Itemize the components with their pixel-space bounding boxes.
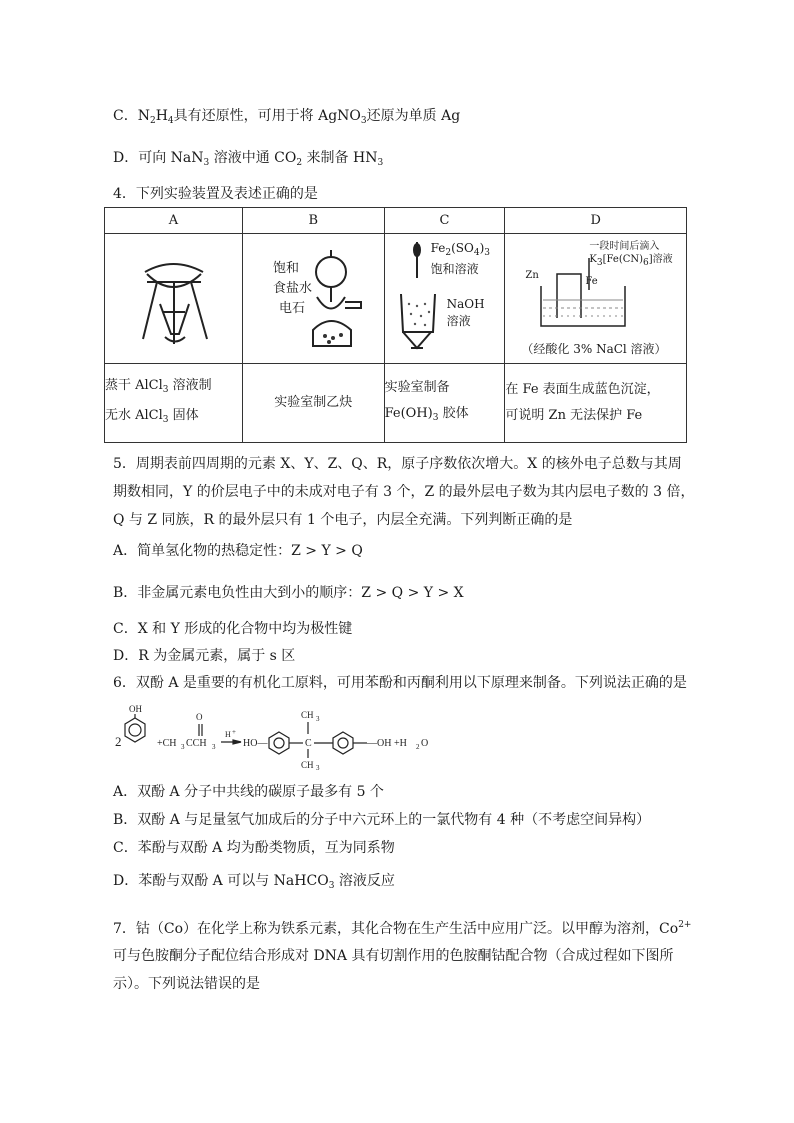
label-saturated-solution: 饱和溶液 xyxy=(430,262,479,276)
q4-header-a: A xyxy=(105,208,243,234)
eq-ch3-top: CH xyxy=(301,710,314,720)
q4-apparatus-d xyxy=(505,234,687,364)
eq-phenol-oh: OH xyxy=(129,704,142,714)
q4-desc-a: 蒸干 AlCl$_3$ 溶液制 无水 AlCl$_3$ 固体 xyxy=(105,364,243,443)
svg-text:3: 3 xyxy=(316,764,320,770)
eq-acetone-left: +CH xyxy=(157,738,177,749)
q4-desc-d: 在 Fe 表面生成蓝色沉淀， 可说明 Zn 无法保护 Fe xyxy=(505,364,687,443)
svg-text:+: + xyxy=(232,728,236,736)
q6-option-b: B．双酚 A 与足量氢气加成后的分子中六元环上的一氯代物有 4 种（不考虑空间异构） xyxy=(113,812,651,828)
eq-product-tail: —OH +H xyxy=(367,738,407,749)
q7-stem-3: 示）。下列说法错误的是 xyxy=(113,976,260,992)
q4-desc-b: 实验室制乙炔 xyxy=(242,364,384,443)
svg-text:3: 3 xyxy=(181,743,185,751)
label-brine-2: 食盐水 xyxy=(272,281,312,296)
eq-ch3-bottom: CH xyxy=(301,760,314,770)
q4-apparatus-c xyxy=(384,234,505,364)
q4-desc-c: 实验室制备 $Fe(OH)_3$ 胶体 xyxy=(384,364,505,443)
evaporating-dish-diagram xyxy=(105,234,241,359)
svg-text:O: O xyxy=(421,738,429,749)
q6-option-a: A．双酚 A 分子中共线的碳原子最多有 5 个 xyxy=(113,784,384,800)
eq-catalyst-h: H xyxy=(225,730,231,739)
q4-apparatus-a xyxy=(105,234,243,364)
galvanic-cell-diagram xyxy=(533,252,643,334)
q4-stem: 4．下列实验装置及表述正确的是 xyxy=(113,186,318,202)
caption-acidified-nacl: （经酸化 3% NaCl 溶液） xyxy=(521,342,667,356)
q7-stem-1: 7．钴（Co）在化学上称为铁系元素，其化合物在生产生活中应用广泛。以甲醇为溶剂，$Co^{2+}$ xyxy=(113,920,692,937)
q4-table xyxy=(104,207,687,443)
label-fe: Fe xyxy=(585,276,598,287)
eq-acetone-mid: CCH xyxy=(186,738,207,749)
label-zn: Zn xyxy=(525,270,539,281)
q4-header-b: B xyxy=(242,208,384,234)
label-ferricyanide: $K_3[Fe(CN)_6]$溶液 xyxy=(589,254,673,268)
q6-option-d: D．苯酚与双酚 A 可以与 NaHCO$_3$ 溶液反应 xyxy=(113,873,395,891)
label-drop-after-time: 一段时间后滴入 xyxy=(589,241,660,252)
q4-header-d: D xyxy=(505,208,687,234)
label-naoh-solution: 溶液 xyxy=(446,314,471,328)
q6-stem: 6．双酚 A 是重要的有机化工原料，可用苯酚和丙酮利用以下原理来制备。下列说法正确的是 xyxy=(113,675,687,691)
bisphenol-a-reaction-equation xyxy=(113,700,443,770)
q5-option-c: C．X 和 Y 形成的化合物中均为极性键 xyxy=(113,621,353,637)
q3-option-d: D．可向 NaN$_3$ 溶液中通 $CO_2$ 来制备 $HN_3$ xyxy=(113,150,384,168)
kipp-apparatus-diagram xyxy=(303,242,383,357)
eq-central-c: C xyxy=(305,738,312,749)
svg-text:2: 2 xyxy=(416,743,420,751)
q3-option-c: C．$N_2H_4$具有还原性，可用于将 AgNO$_3$还原为单质 Ag xyxy=(113,108,461,126)
q5-stem-1: 5．周期表前四周期的元素 X、Y、Z、Q、R，原子序数依次增大。X 的核外电子总数与其周 xyxy=(113,456,682,472)
q4-header-c: C xyxy=(384,208,505,234)
q5-option-a: A．简单氢化物的热稳定性：Z > Y > Q xyxy=(113,543,363,559)
dropper-beaker-diagram xyxy=(389,240,449,358)
q4-apparatus-b xyxy=(242,234,384,364)
eq-coefficient: 2 xyxy=(115,734,122,749)
q5-stem-2: 期数相同，Y 的价层电子中的未成对电子有 3 个，Z 的最外层电子数为其内层电子数的 3 倍， xyxy=(113,484,695,500)
q5-option-d: D．R 为金属元素，属于 s 区 xyxy=(113,648,296,664)
eq-acetone-o: O xyxy=(196,712,203,722)
q6-option-c: C．苯酚与双酚 A 均为酚类物质，互为同系物 xyxy=(113,840,395,856)
svg-text:3: 3 xyxy=(316,715,320,723)
q7-stem-2: 可与色胺酮分子配位结合形成对 DNA 具有切割作用的色胺酮钴配合物（合成过程如下图所 xyxy=(113,948,674,964)
svg-text:3: 3 xyxy=(212,743,216,751)
label-fe2so43: $Fe_2(SO_4)_3$ xyxy=(430,241,491,258)
label-naoh: NaOH xyxy=(446,297,485,311)
label-calcium-carbide: 电石 xyxy=(278,301,305,316)
eq-ho: HO— xyxy=(243,738,268,749)
q5-option-b: B．非金属元素电负性由大到小的顺序：Z > Q > Y > X xyxy=(113,585,464,601)
q5-stem-3: Q 与 Z 同族，R 的最外层只有 1 个电子，内层全充满。下列判断正确的是 xyxy=(113,512,573,528)
label-brine: 饱和 xyxy=(272,261,299,276)
